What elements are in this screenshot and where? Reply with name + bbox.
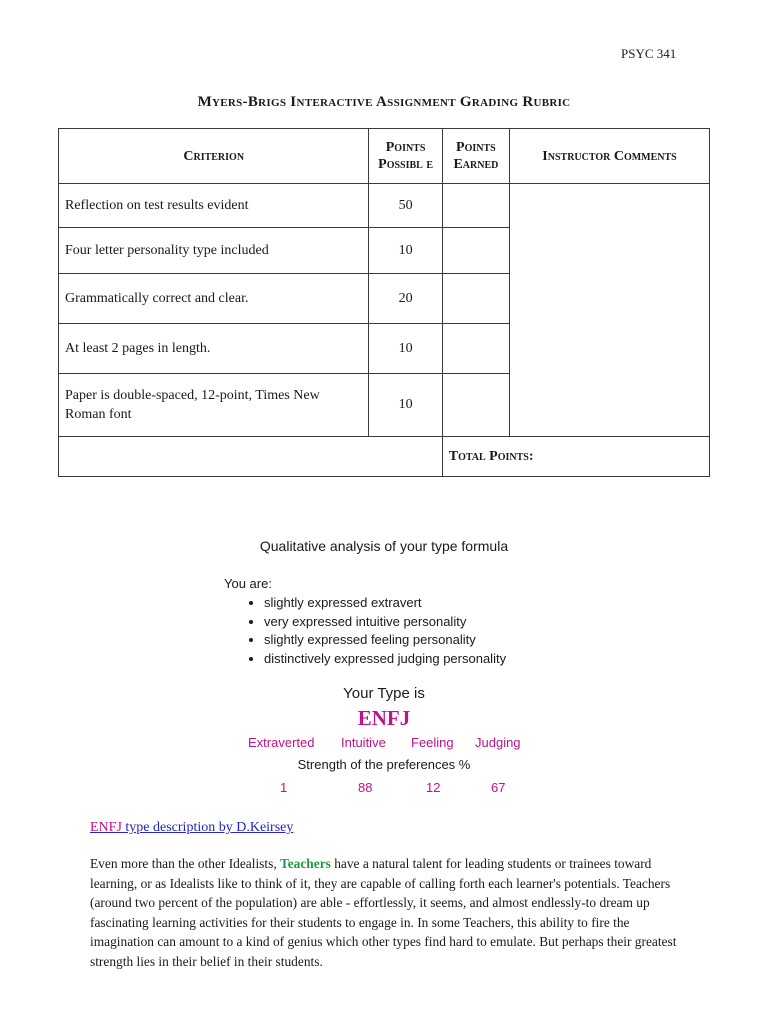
points-earned-header: Points Earned [442, 129, 509, 184]
list-item: • distinctively expressed judging personality [264, 650, 506, 669]
points-earned-cell [442, 184, 509, 228]
preference-feeling: Feeling [411, 735, 454, 750]
analysis-title: Qualitative analysis of your type formula [259, 538, 509, 554]
type-description-text [90, 854, 690, 972]
intro-after: have a natural talent for leading students or trainees toward learning, or as Idealists like to think of it, they are capable of calling forth each learner's potentials. Teachers (around two percent of the population) are able - effortlessly, it seems, and almost endlessly-to dream up fascinating learning activities for their students to engage in. In some Teachers, this ability to fire the imagination can amount to a kind of genius which other types find hard to emulate. But perhaps their greatest strength lies in their belief in their students. [90, 856, 677, 969]
points-earned-cell [442, 228, 509, 274]
points-possible-cell: 50 [369, 184, 442, 228]
points-earned-cell [442, 374, 509, 437]
list-item: • very expressed intuitive personality [264, 613, 506, 632]
criterion-cell: Reflection on test results evident [59, 184, 369, 228]
points-possible-header: Points Possibl e [369, 129, 442, 184]
type-code: ENFJ [357, 706, 411, 730]
your-type-label: Your Type is [343, 685, 425, 702]
table-header-row [59, 129, 710, 184]
link-text: type description by D.Keirsey [121, 820, 294, 835]
criterion-header: Criterion [59, 129, 369, 184]
points-possible-cell: 10 [369, 324, 442, 374]
strength-judging: 67 [491, 780, 506, 795]
course-code: PSYC 341 [621, 46, 677, 61]
total-row [59, 437, 710, 477]
total-spacer-cell [59, 437, 443, 477]
instructor-comments-cell [510, 184, 710, 437]
total-points-label: Total Points: [442, 437, 709, 477]
preference-intuitive: Intuitive [341, 735, 386, 750]
criterion-cell: Grammatically correct and clear. [59, 274, 369, 324]
points-possible-cell: 10 [369, 228, 442, 274]
you-are-label: You are: [224, 576, 272, 591]
points-possible-cell: 10 [369, 374, 442, 437]
rubric-title: Myers-Brigs Interactive Assignment Grading Rubric [197, 94, 571, 110]
list-item: • slightly expressed extravert [264, 594, 506, 613]
table-row [59, 184, 710, 228]
strength-intuitive: 88 [358, 780, 373, 795]
instructor-comments-header: Instructor Comments [510, 129, 710, 184]
link-type-code: ENFJ [90, 820, 122, 835]
grading-rubric-table [58, 128, 710, 477]
points-earned-cell [442, 324, 509, 374]
trait-list [224, 594, 506, 668]
strength-extraverted: 1 [280, 780, 288, 795]
preference-judging: Judging [475, 735, 521, 750]
criterion-cell: Paper is double-spaced, 12-point, Times New Roman font [59, 374, 369, 437]
list-item: • slightly expressed feeling personality [264, 631, 506, 650]
teachers-highlight: Teachers [280, 856, 331, 871]
strength-feeling: 12 [426, 780, 441, 795]
criterion-cell: Four letter personality type included [59, 228, 369, 274]
type-description-link[interactable] [90, 820, 293, 836]
criterion-cell: At least 2 pages in length. [59, 324, 369, 374]
points-earned-cell [442, 274, 509, 324]
strength-label: Strength of the preferences % [297, 757, 471, 772]
points-possible-cell: 20 [369, 274, 442, 324]
intro-before: Even more than the other Idealists, [90, 856, 281, 871]
preference-extraverted: Extraverted [248, 735, 315, 750]
